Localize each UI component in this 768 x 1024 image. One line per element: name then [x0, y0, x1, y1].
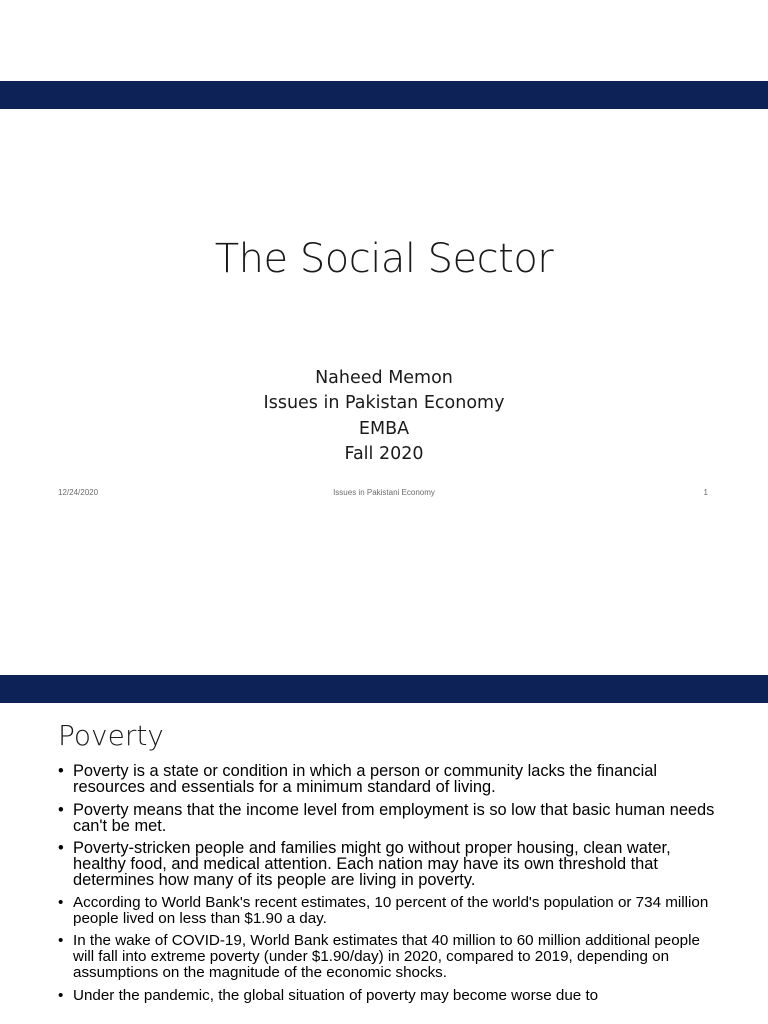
footer-center: Issues in Pakistani Economy [333, 488, 435, 497]
list-item [58, 802, 718, 834]
subtitle-author: Naheed Memon [315, 368, 453, 388]
bullet-icon: • [58, 986, 64, 1004]
bullet-text: According to World Bank's recent estimates, 10 percent of the world's population or 734 million people lived on less than $1.90 a day. [73, 893, 709, 927]
list-item [58, 933, 718, 981]
bullet-icon: • [58, 800, 64, 819]
list-item [58, 763, 718, 795]
list-item [58, 988, 718, 1004]
bullet-icon: • [58, 762, 64, 780]
list-item [58, 840, 718, 888]
subtitle-term: Fall 2020 [344, 443, 424, 464]
header-band [0, 675, 768, 703]
subtitle-course: Issues in Pakistan Economy [263, 393, 505, 414]
subtitle-program: EMBA [358, 418, 410, 439]
bullet-text: Poverty means that the income level from employment is so low that basic human needs can't be met. [73, 800, 715, 835]
bullet-text: Under the pandemic, the global situation of poverty may become worse due to [73, 986, 599, 1004]
content-slide [0, 675, 768, 1024]
bullet-text: In the wake of COVID-19, World Bank estimates that 40 million to 60 million additional people will fall into extreme poverty (under $1.90/day) in 2020, compared to 2019, depending on assumptions on the magnitude of the economic shocks. [73, 932, 700, 981]
slide-subtitle [0, 366, 768, 467]
header-band [0, 81, 768, 109]
bullet-icon: • [58, 839, 64, 857]
footer-date: 12/24/2020 [58, 488, 99, 497]
bullet-icon: • [58, 932, 64, 949]
slide-title: The Social Sector [214, 236, 554, 282]
bullet-text: Poverty-stricken people and families might go without proper housing, clean water, healthy food, and medical attention. Each nation may have its own threshold that determines how many of its people are living in poverty. [73, 839, 671, 889]
footer-page-number: 1 [703, 488, 708, 497]
bullet-icon: • [58, 893, 64, 911]
list-item [58, 895, 718, 927]
bullet-text: Poverty is a state or condition in which a person or community lacks the financial resources and essentials for a minimum standard of living. [73, 762, 657, 796]
bullet-list [58, 763, 718, 1010]
slide-heading: Poverty [58, 719, 164, 752]
